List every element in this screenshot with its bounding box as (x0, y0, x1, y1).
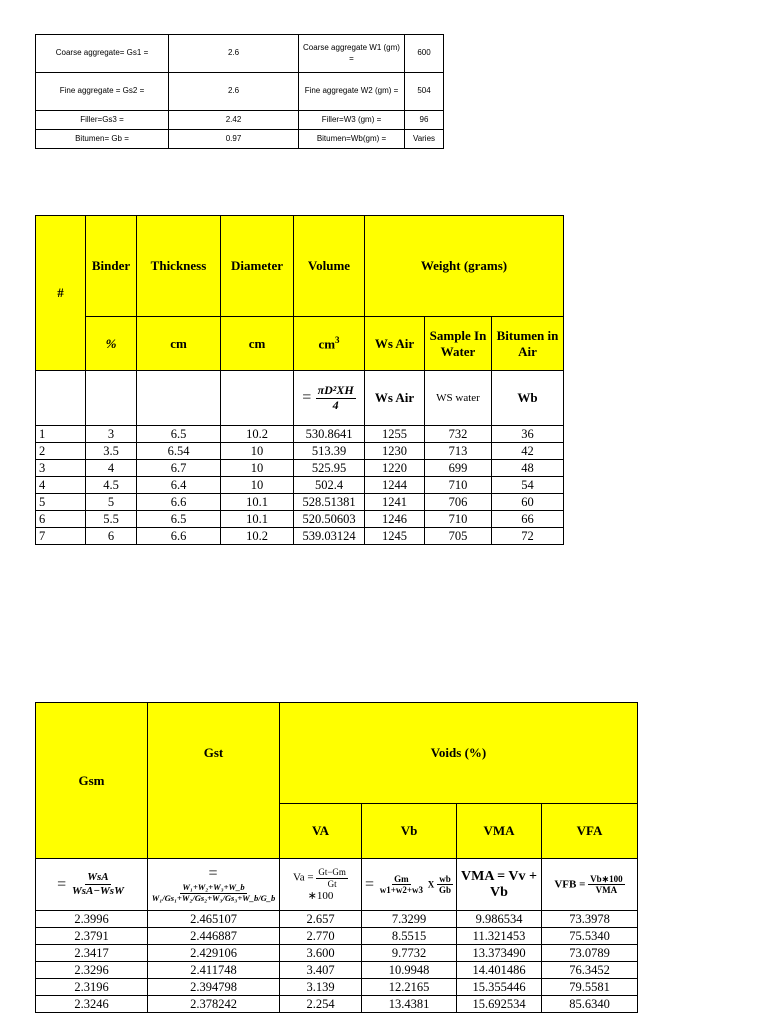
col-voids-header: Voids (%) (280, 703, 638, 804)
specimen-number: 5 (36, 494, 86, 511)
formula-empty-4 (221, 371, 294, 426)
material-gs-value: 2.6 (169, 35, 299, 73)
thickness-value: 6.7 (137, 460, 221, 477)
material-row (36, 35, 444, 73)
vma-value: 15.355446 (457, 979, 542, 996)
wb-value: 48 (492, 460, 564, 477)
table-row (36, 945, 638, 962)
gsm-value: 2.3296 (36, 962, 148, 979)
vb-value: 10.9948 (362, 962, 457, 979)
vb-value: 12.2165 (362, 979, 457, 996)
material-weight-label: Coarse aggregate W1 (gm) = (299, 35, 405, 73)
col-diameter-header: Diameter (221, 216, 294, 317)
gst-value: 2.429106 (148, 945, 280, 962)
material-weight-value: 96 (405, 111, 444, 130)
gst-value: 2.465107 (148, 911, 280, 928)
ws-air-value: 1241 (365, 494, 425, 511)
material-weight-label: Filler=W3 (gm) = (299, 111, 405, 130)
wb-value: 66 (492, 511, 564, 528)
vma-formula: VMA = Vv + Vb (457, 859, 542, 911)
volume-value: 502.4 (294, 477, 365, 494)
binder-value: 4.5 (86, 477, 137, 494)
thickness-value: 6.5 (137, 511, 221, 528)
material-label: Filler=Gs3 = (36, 111, 169, 130)
wb-value: 54 (492, 477, 564, 494)
gsm-value: 2.3196 (36, 979, 148, 996)
ws-water-value: 699 (425, 460, 492, 477)
ws-air-value: 1220 (365, 460, 425, 477)
gst-value: 2.394798 (148, 979, 280, 996)
ws-air-value: 1244 (365, 477, 425, 494)
va-value: 3.600 (280, 945, 362, 962)
col-gst-header: Gst (148, 703, 280, 859)
col-weight-header: Weight (grams) (365, 216, 564, 317)
material-weight-value: Varies (405, 130, 444, 149)
va-value: 2.770 (280, 928, 362, 945)
vb-value: 8.5515 (362, 928, 457, 945)
vb-value: 13.4381 (362, 996, 457, 1013)
col-volume-header: Volume (294, 216, 365, 317)
vma-value: 15.692534 (457, 996, 542, 1013)
ws-air-value: 1230 (365, 443, 425, 460)
table-row (36, 494, 564, 511)
specimen-number: 2 (36, 443, 86, 460)
table-row (36, 511, 564, 528)
sample-water-unit: Sample In Water (425, 317, 492, 371)
va-value: 3.407 (280, 962, 362, 979)
wb-symbol: Wb (492, 371, 564, 426)
specimen-number: 6 (36, 511, 86, 528)
material-row (36, 111, 444, 130)
thickness-value: 6.5 (137, 426, 221, 443)
table-row (36, 426, 564, 443)
material-properties-table (35, 34, 444, 149)
material-label: Coarse aggregate= Gs1 = (36, 35, 169, 73)
table-row (36, 477, 564, 494)
table-row (36, 928, 638, 945)
material-gs-value: 2.42 (169, 111, 299, 130)
vfa-value: 85.6340 (542, 996, 638, 1013)
binder-value: 4 (86, 460, 137, 477)
ws-air-value: 1255 (365, 426, 425, 443)
wb-value: 36 (492, 426, 564, 443)
ws-water-value: 710 (425, 511, 492, 528)
thickness-value: 6.54 (137, 443, 221, 460)
vfa-value: 76.3452 (542, 962, 638, 979)
ws-water-value: 710 (425, 477, 492, 494)
diameter-value: 10 (221, 443, 294, 460)
diameter-value: 10.2 (221, 426, 294, 443)
material-gs-value: 2.6 (169, 73, 299, 111)
material-weight-value: 600 (405, 35, 444, 73)
table-row (36, 911, 638, 928)
vfa-value: 73.3978 (542, 911, 638, 928)
gsm-value: 2.3996 (36, 911, 148, 928)
vma-value: 11.321453 (457, 928, 542, 945)
va-value: 3.139 (280, 979, 362, 996)
col-vb-header: Vb (362, 803, 457, 858)
thickness-value: 6.6 (137, 528, 221, 545)
gst-value: 2.378242 (148, 996, 280, 1013)
diameter-value: 10.1 (221, 494, 294, 511)
volume-value: 528.51381 (294, 494, 365, 511)
vb-formula: = $\frac{Gm}{w1+w2+w3}$ X $\frac{wb}{Gb}$ (362, 859, 457, 911)
table-row (36, 962, 638, 979)
col-gsm-header: Gsm (36, 703, 148, 859)
formula-empty-1 (36, 371, 86, 426)
gsm-value: 2.3791 (36, 928, 148, 945)
binder-value: 3.5 (86, 443, 137, 460)
binder-value: 6 (86, 528, 137, 545)
diameter-unit: cm (221, 317, 294, 371)
volume-value: 513.39 (294, 443, 365, 460)
diameter-value: 10.1 (221, 511, 294, 528)
col-thickness-header: Thickness (137, 216, 221, 317)
specimen-table (35, 215, 564, 545)
diameter-value: 10.2 (221, 528, 294, 545)
volume-unit: $cm^3$ (294, 317, 365, 371)
binder-unit: % (86, 317, 137, 371)
vfa-formula: VFB = $\frac{Vb∗100}{\text{VMA}}$ (542, 859, 638, 911)
material-row (36, 73, 444, 111)
ws-air-value: 1246 (365, 511, 425, 528)
vfa-value: 75.5340 (542, 928, 638, 945)
ws-air-unit: Ws Air (365, 317, 425, 371)
material-row (36, 130, 444, 149)
gsm-value: 2.3246 (36, 996, 148, 1013)
gsm-formula: = $\frac{\text{WsA}}{\text{WsA−WsW}}$ (36, 859, 148, 911)
col-binder-header: Binder (86, 216, 137, 317)
vb-value: 9.7732 (362, 945, 457, 962)
material-gs-value: 0.97 (169, 130, 299, 149)
vma-value: 13.373490 (457, 945, 542, 962)
table-row (36, 979, 638, 996)
gst-value: 2.411748 (148, 962, 280, 979)
col-vma-header: VMA (457, 803, 542, 858)
vfa-value: 73.0789 (542, 945, 638, 962)
material-weight-label: Bitumen=Wb(gm) = (299, 130, 405, 149)
specimen-number: 7 (36, 528, 86, 545)
vfa-value: 79.5581 (542, 979, 638, 996)
ws-air-symbol: Ws Air (365, 371, 425, 426)
wb-value: 42 (492, 443, 564, 460)
binder-value: 5.5 (86, 511, 137, 528)
volume-value: 530.8641 (294, 426, 365, 443)
vma-value: 14.401486 (457, 962, 542, 979)
specimen-number: 3 (36, 460, 86, 477)
ws-air-value: 1245 (365, 528, 425, 545)
material-label: Bitumen= Gb = (36, 130, 169, 149)
col-va-header: VA (280, 803, 362, 858)
specimen-number: 4 (36, 477, 86, 494)
volume-formula: = $\frac{\text{πD²XH}}{4}$ (294, 371, 365, 426)
thickness-value: 6.4 (137, 477, 221, 494)
binder-value: 3 (86, 426, 137, 443)
vma-value: 9.986534 (457, 911, 542, 928)
ws-water-symbol: WS water (425, 371, 492, 426)
material-weight-value: 504 (405, 73, 444, 111)
bitumen-air-unit: Bitumen in Air (492, 317, 564, 371)
va-value: 2.254 (280, 996, 362, 1013)
formula-empty-3 (137, 371, 221, 426)
volume-value: 525.95 (294, 460, 365, 477)
ws-water-value: 706 (425, 494, 492, 511)
table-row (36, 996, 638, 1013)
table-row (36, 443, 564, 460)
volume-value: 539.03124 (294, 528, 365, 545)
thickness-unit: cm (137, 317, 221, 371)
table-row (36, 460, 564, 477)
table-row (36, 528, 564, 545)
voids-table (35, 702, 638, 1013)
va-formula: Va = $\frac{Gt-Gm}{Gt}$ ∗100 (280, 859, 362, 911)
thickness-value: 6.6 (137, 494, 221, 511)
ws-water-value: 705 (425, 528, 492, 545)
material-weight-label: Fine aggregate W2 (gm) = (299, 73, 405, 111)
binder-value: 5 (86, 494, 137, 511)
diameter-value: 10 (221, 477, 294, 494)
wb-value: 72 (492, 528, 564, 545)
va-value: 2.657 (280, 911, 362, 928)
volume-value: 520.50603 (294, 511, 365, 528)
wb-value: 60 (492, 494, 564, 511)
formula-empty-2 (86, 371, 137, 426)
diameter-value: 10 (221, 460, 294, 477)
col-index-header: # (36, 216, 86, 371)
vb-value: 7.3299 (362, 911, 457, 928)
gsm-value: 2.3417 (36, 945, 148, 962)
specimen-number: 1 (36, 426, 86, 443)
gst-formula: = $\frac{\text{W₁+W₂+W₃+W\_b}}{\text{W₁/Gs₁+W₂/Gs₂+W₃/Gs₃+W\_b/G\_b}}$ (148, 859, 280, 911)
col-vfa-header: VFA (542, 803, 638, 858)
ws-water-value: 713 (425, 443, 492, 460)
material-label: Fine aggregate = Gs2 = (36, 73, 169, 111)
gst-value: 2.446887 (148, 928, 280, 945)
ws-water-value: 732 (425, 426, 492, 443)
